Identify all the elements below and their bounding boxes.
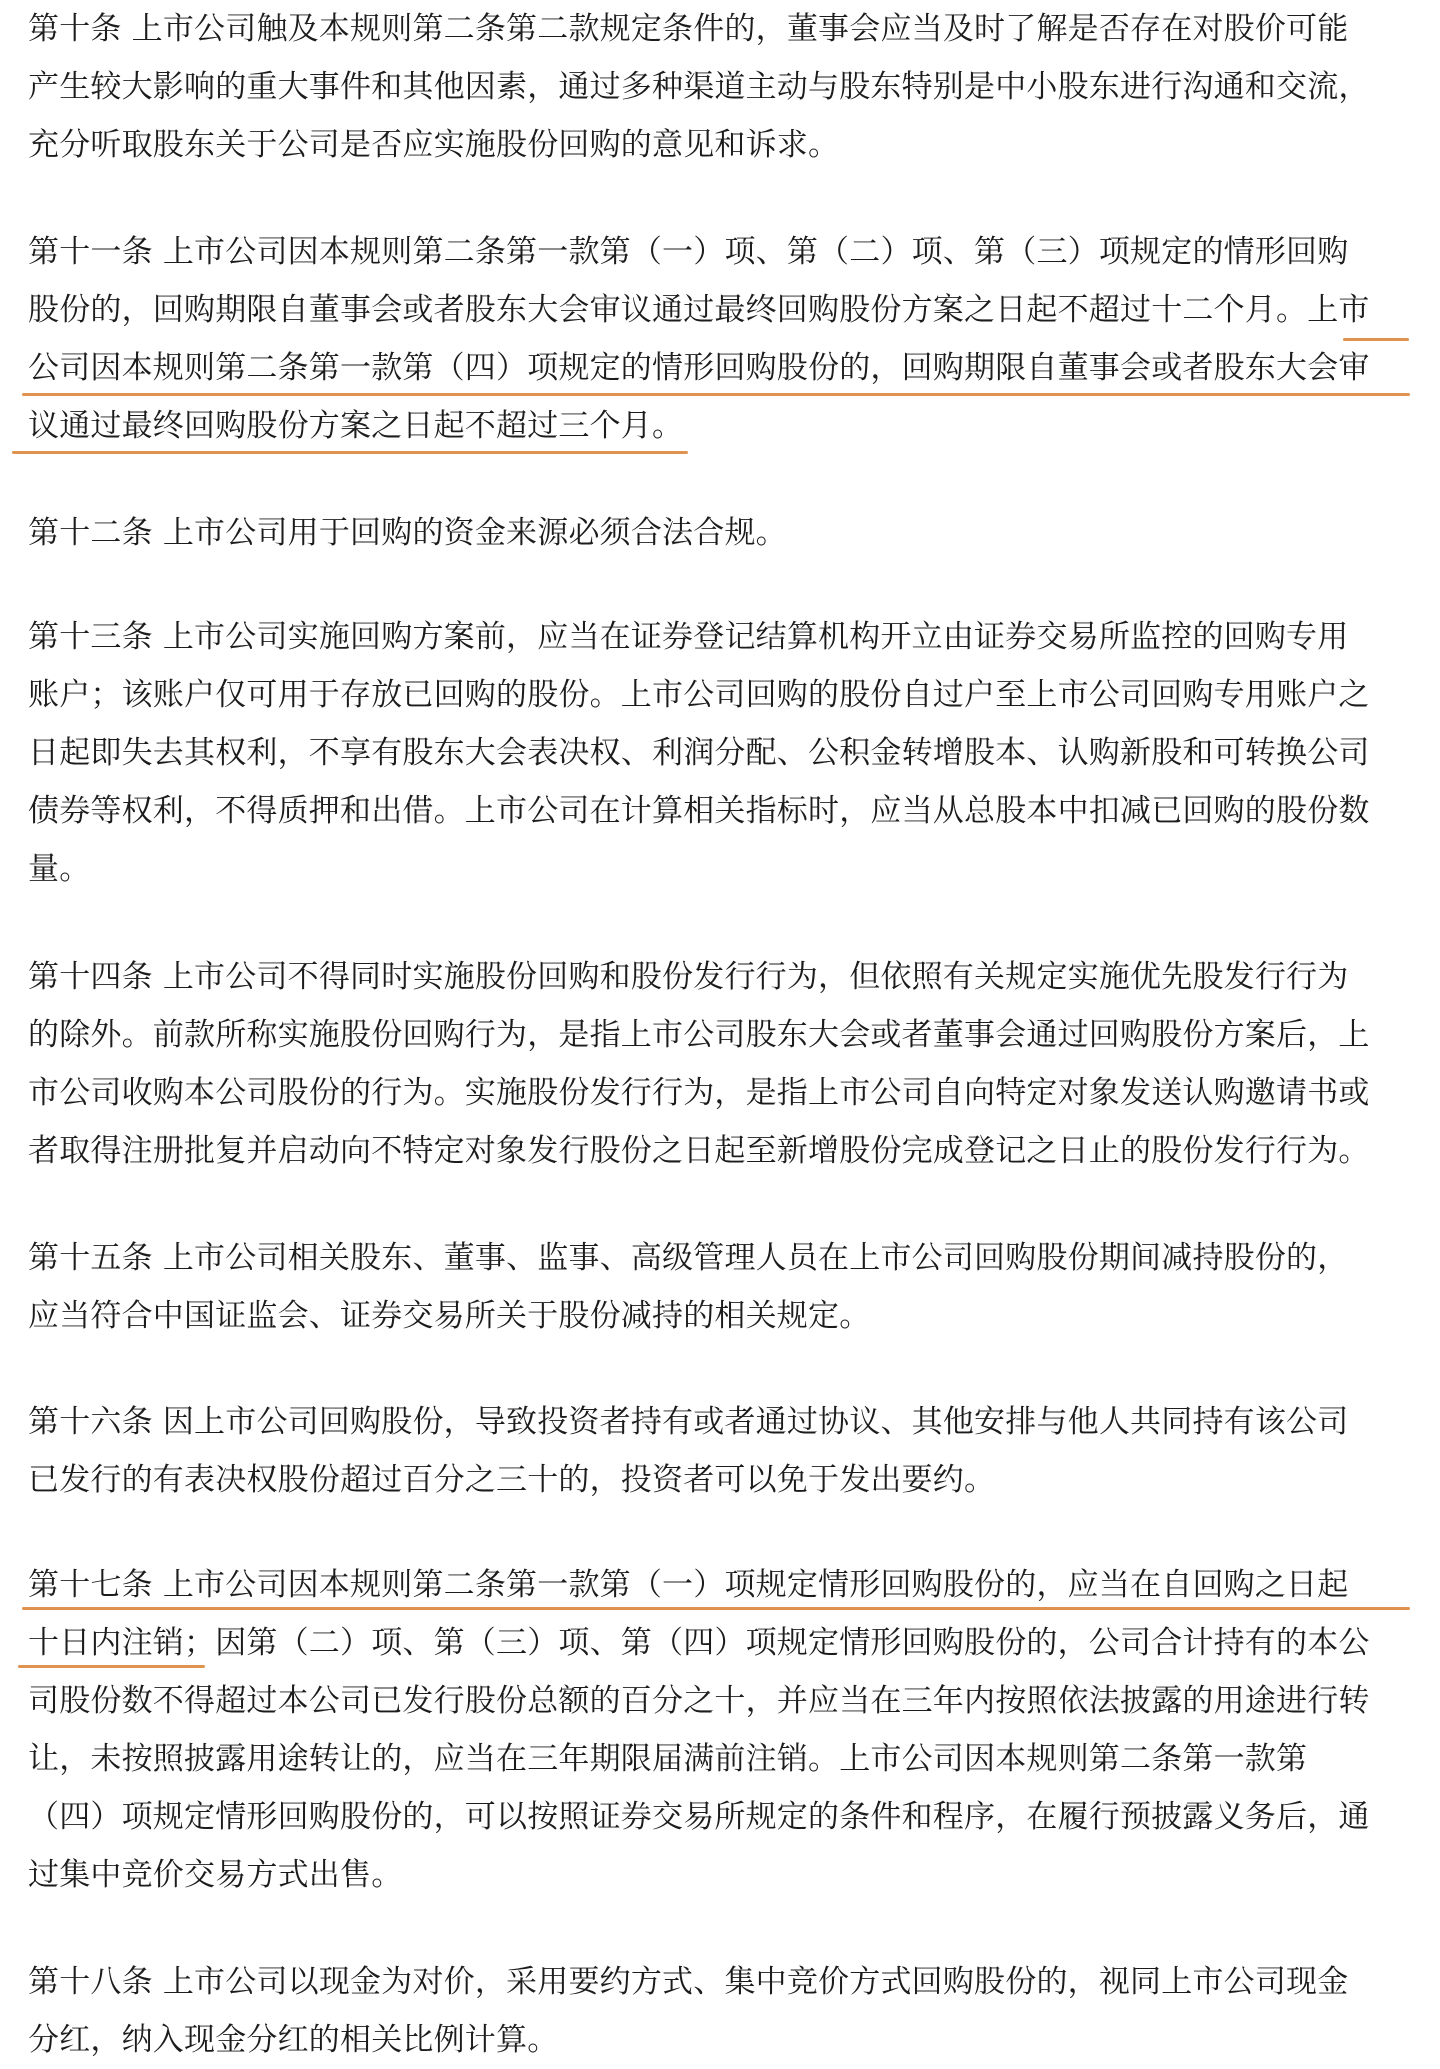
text-line: 过集中竞价交易方式出售。 [28,1857,403,1893]
text-line: 公司因本规则第二条第一款第（四）项规定的情形回购股份的，回购期限自董事会或者股东大会审 [28,350,1370,386]
highlight-underline [22,1607,1410,1610]
article-12 [28,504,1418,562]
text-line: 第十八条 上市公司以现金为对价，采用要约方式、集中竞价方式回购股份的，视同上市公司现金 [28,1964,1349,2000]
text-line: 日起即失去其权利，不享有股东大会表决权、利润分配、公积金转增股本、认购新股和可转换公司 [28,735,1370,771]
text-line: 司股份数不得超过本公司已发行股份总额的百分之十，并应当在三年内按照依法披露的用途进行转 [28,1683,1370,1719]
article-11 [28,223,1418,455]
text-line: 市公司收购本公司股份的行为。实施股份发行行为，是指上市公司自向特定对象发送认购邀请书或 [28,1075,1370,1111]
text-line: 第十六条 因上市公司回购股份，导致投资者持有或者通过协议、其他安排与他人共同持有该公司 [28,1404,1349,1440]
text-line: 债券等权利，不得质押和出借。上市公司在计算相关指标时，应当从总股本中扣减已回购的股份数 [28,793,1370,829]
text-line: 第十条 上市公司触及本规则第二条第二款规定条件的，董事会应当及时了解是否存在对股价可能 [28,11,1349,47]
text-line: （四）项规定情形回购股份的，可以按照证券交易所规定的条件和程序，在履行预披露义务后，通 [28,1799,1370,1835]
text-line: 第十四条 上市公司不得同时实施股份回购和股份发行行为，但依照有关规定实施优先股发行行为 [28,959,1349,995]
text-line: 让，未按照披露用途转让的，应当在三年期限届满前注销。上市公司因本规则第二条第一款第 [28,1741,1308,1777]
highlight-underline [12,451,688,454]
highlight-underline [18,1665,205,1668]
article-15 [28,1229,1418,1345]
text-line: 第十七条 上市公司因本规则第二条第一款第（一）项规定情形回购股份的，应当在自回购之日起 [28,1567,1349,1603]
text-line: 应当符合中国证监会、证券交易所关于股份减持的相关规定。 [28,1298,871,1334]
text-line: 分红，纳入现金分红的相关比例计算。 [28,2022,559,2058]
article-16 [28,1393,1418,1509]
text-line: 充分听取股东关于公司是否应实施股份回购的意见和诉求。 [28,127,840,163]
text-line: 账户；该账户仅可用于存放已回购的股份。上市公司回购的股份自过户至上市公司回购专用账户之 [28,677,1370,713]
text-line: 第十一条 上市公司因本规则第二条第一款第（一）项、第（二）项、第（三）项规定的情形回购 [28,234,1349,270]
text-line: 者取得注册批复并启动向不特定对象发行股份之日起至新增股份完成登记之日止的股份发行行为。 [28,1133,1370,1169]
article-18 [28,1953,1418,2069]
article-13 [28,608,1418,898]
highlight-underline [1343,338,1409,341]
text-line: 量。 [28,851,91,887]
text-line: 第十二条 上市公司用于回购的资金来源必须合法合规。 [28,515,787,551]
text-line: 已发行的有表决权股份超过百分之三十的，投资者可以免于发出要约。 [28,1462,996,1498]
highlight-underline [22,393,1410,396]
text-line: 议通过最终回购股份方案之日起不超过三个月。 [28,408,684,444]
text-line: 产生较大影响的重大事件和其他因素，通过多种渠道主动与股东特别是中小股东进行沟通和交流， [28,69,1370,105]
text-line: 十日内注销；因第（二）项、第（三）项、第（四）项规定情形回购股份的，公司合计持有的本公 [28,1625,1370,1661]
text-line: 股份的，回购期限自董事会或者股东大会审议通过最终回购股份方案之日起不超过十二个月。上市 [28,292,1370,328]
text-line: 第十三条 上市公司实施回购方案前，应当在证券登记结算机构开立由证券交易所监控的回购专用 [28,619,1349,655]
article-14 [28,948,1418,1180]
text-line: 第十五条 上市公司相关股东、董事、监事、高级管理人员在上市公司回购股份期间减持股份的， [28,1240,1349,1276]
article-10 [28,0,1418,174]
text-line: 的除外。前款所称实施股份回购行为，是指上市公司股东大会或者董事会通过回购股份方案后，上 [28,1017,1370,1053]
